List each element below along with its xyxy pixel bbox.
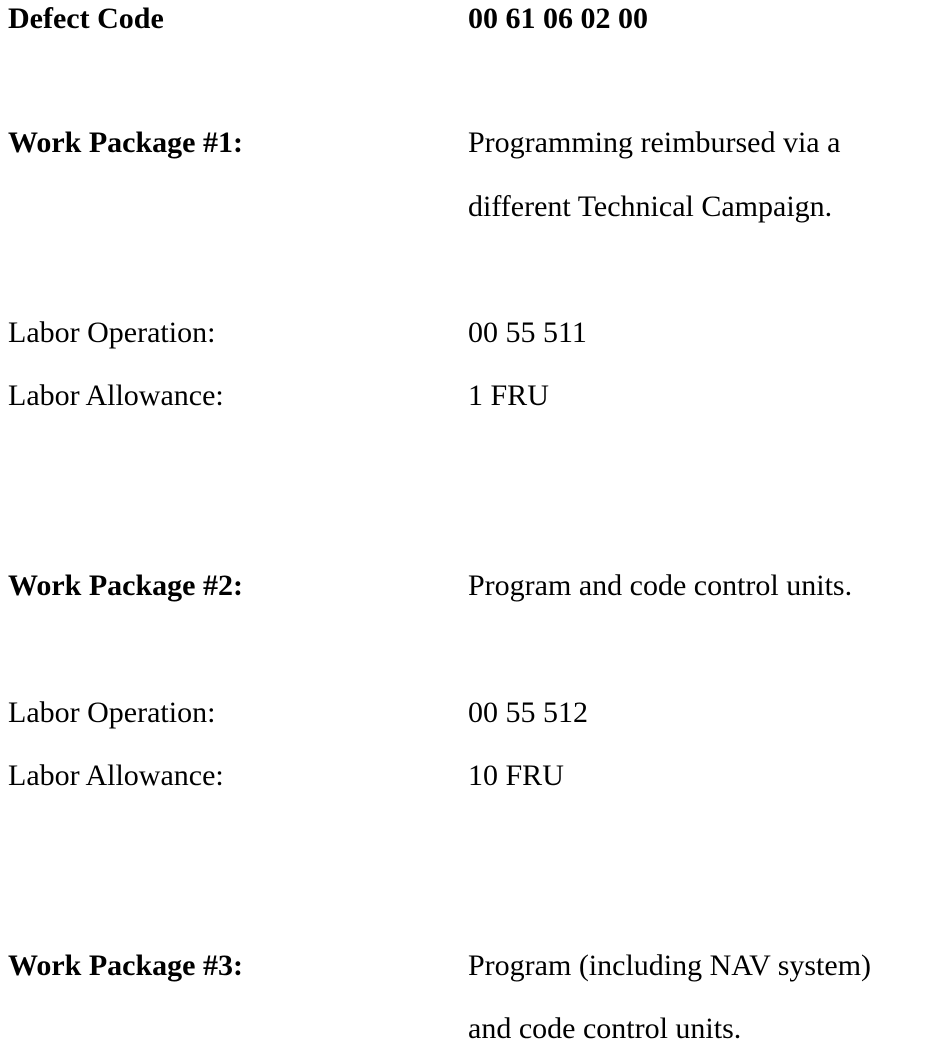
work-package-3-title: Work Package #3: [8, 949, 243, 982]
work-package-2-title: Work Package #2: [8, 569, 243, 602]
work-package-3-description-line-1: Program (including NAV system) [468, 949, 872, 982]
work-package-1-description-line-2: different Technical Campaign. [468, 190, 833, 223]
work-package-1-labor-allowance-value: 1 FRU [468, 379, 549, 412]
work-package-3-description-line-2: and code control units. [468, 1012, 742, 1045]
work-package-1-labor-operation-label: Labor Operation: [8, 316, 216, 349]
work-package-2-labor-allowance-value: 10 FRU [468, 759, 564, 792]
work-package-1-labor-operation-value: 00 55 511 [468, 316, 587, 349]
work-package-1-title: Work Package #1: [8, 126, 243, 159]
work-package-2-description-line-1: Program and code control units. [468, 569, 853, 602]
work-package-1-description-line-1: Programming reimbursed via a [468, 126, 841, 159]
work-package-2-labor-operation-value: 00 55 512 [468, 696, 588, 729]
work-package-1-labor-allowance-label: Labor Allowance: [8, 379, 224, 412]
work-package-2-labor-operation-label: Labor Operation: [8, 696, 216, 729]
defect-code-value: 00 61 06 02 00 [468, 2, 648, 35]
work-package-2-labor-allowance-label: Labor Allowance: [8, 759, 224, 792]
defect-code-label: Defect Code [8, 2, 164, 35]
